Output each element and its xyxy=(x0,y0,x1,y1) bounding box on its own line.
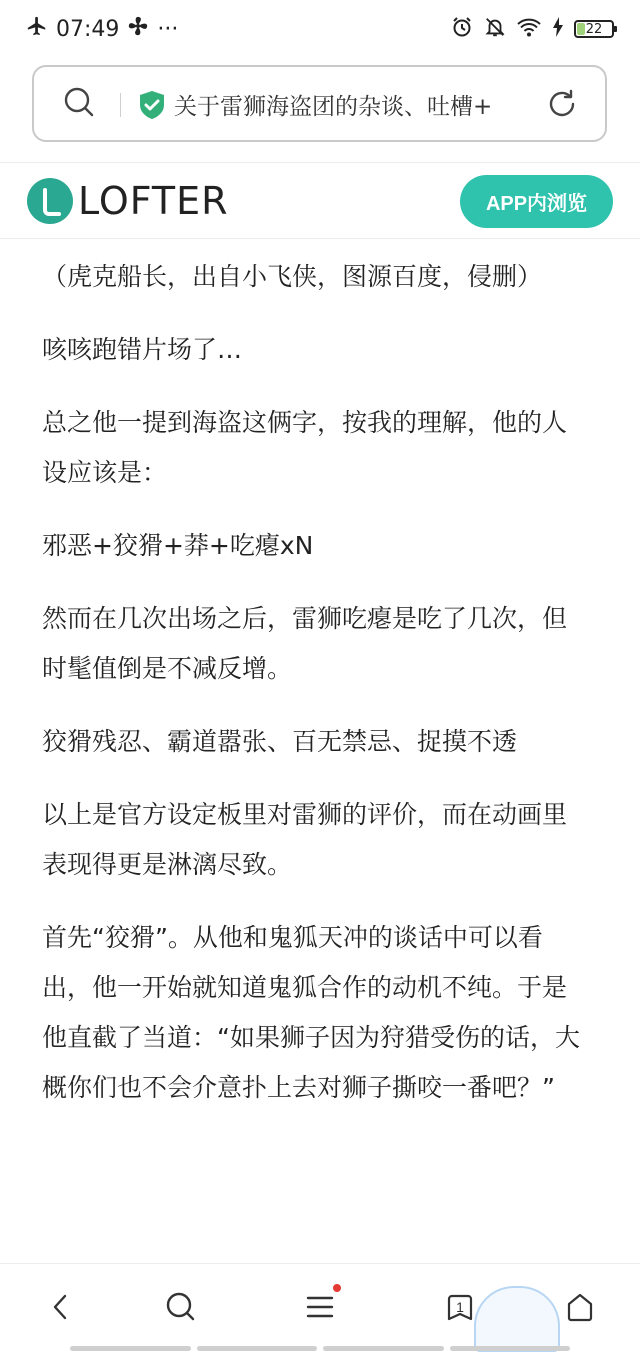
gesture-segment xyxy=(323,1346,444,1351)
secure-shield-icon xyxy=(138,90,166,124)
article-paragraph: 咳咳跑错片场了… xyxy=(42,335,243,364)
article-paragraph: 以上是官方设定板里对雷狮的评价，而在动画里表现得更是淋漓尽致。 xyxy=(42,800,568,879)
back-icon xyxy=(47,1292,75,1322)
battery-indicator xyxy=(574,20,614,38)
address-divider xyxy=(120,93,121,117)
search-button[interactable] xyxy=(158,1284,204,1330)
mute-bell-icon xyxy=(484,16,506,42)
refresh-icon[interactable] xyxy=(545,87,579,125)
notification-dot xyxy=(333,1284,341,1292)
article-paragraph: 邪恶+狡猾+莽+吃瘪xN xyxy=(42,531,314,560)
status-bar xyxy=(0,0,640,58)
article-paragraph: （虎克船长，出自小飞侠，图源百度，侵删） xyxy=(42,262,543,291)
alarm-icon xyxy=(450,15,474,43)
more-indicator: ··· xyxy=(157,16,179,42)
wifi-icon xyxy=(516,16,542,42)
airplane-mode-icon xyxy=(26,15,48,43)
battery-fill xyxy=(577,23,585,35)
gesture-segment xyxy=(70,1346,191,1351)
divider xyxy=(0,238,640,239)
status-right xyxy=(450,14,614,44)
menu-icon xyxy=(305,1293,335,1321)
tabs-icon xyxy=(444,1291,476,1323)
lofter-logo-icon xyxy=(27,178,73,224)
article-paragraph: 然而在几次出场之后，雷狮吃瘪是吃了几次，但时髦值倒是不减反增。 xyxy=(42,604,568,683)
fan-icon xyxy=(127,15,149,43)
search-icon[interactable] xyxy=(62,85,96,123)
search-icon xyxy=(165,1291,197,1323)
gesture-bar xyxy=(70,1346,570,1351)
brand-wordmark: LOFTER xyxy=(78,179,229,223)
charging-icon xyxy=(552,16,564,42)
back-button[interactable] xyxy=(38,1284,84,1330)
article-paragraph: 总之他一提到海盗这俩字，按我的理解，他的人设应该是： xyxy=(42,408,568,487)
menu-button[interactable] xyxy=(297,1284,343,1330)
status-left xyxy=(26,14,178,44)
article-paragraph: 首先“狡猾”。从他和鬼狐天冲的谈话中可以看出，他一开始就知道鬼狐合作的动机不纯。于是他直截了当道：“如果狮子因为狩猎受伤的话，大概你们也不会介意扑上去对狮子撕咬一番吧？” xyxy=(42,923,580,1102)
floating-overlay xyxy=(474,1286,560,1352)
home-button[interactable] xyxy=(557,1284,603,1330)
home-icon xyxy=(564,1291,596,1323)
article-paragraph: 狡猾残忍、霸道嚣张、百无禁忌、捉摸不透 xyxy=(42,727,518,756)
battery-level: 22 xyxy=(585,21,603,37)
divider xyxy=(0,162,640,163)
open-in-app-button[interactable]: APP内浏览 xyxy=(460,175,613,228)
gesture-segment xyxy=(197,1346,318,1351)
article-body xyxy=(42,252,590,1136)
tabs-count: 1 xyxy=(456,1299,464,1315)
address-bar[interactable] xyxy=(32,65,607,142)
status-time: 07:49 xyxy=(56,16,120,42)
gesture-segment xyxy=(450,1346,571,1351)
page-title[interactable]: 关于雷狮海盗团的杂谈、吐槽+ xyxy=(174,88,532,121)
